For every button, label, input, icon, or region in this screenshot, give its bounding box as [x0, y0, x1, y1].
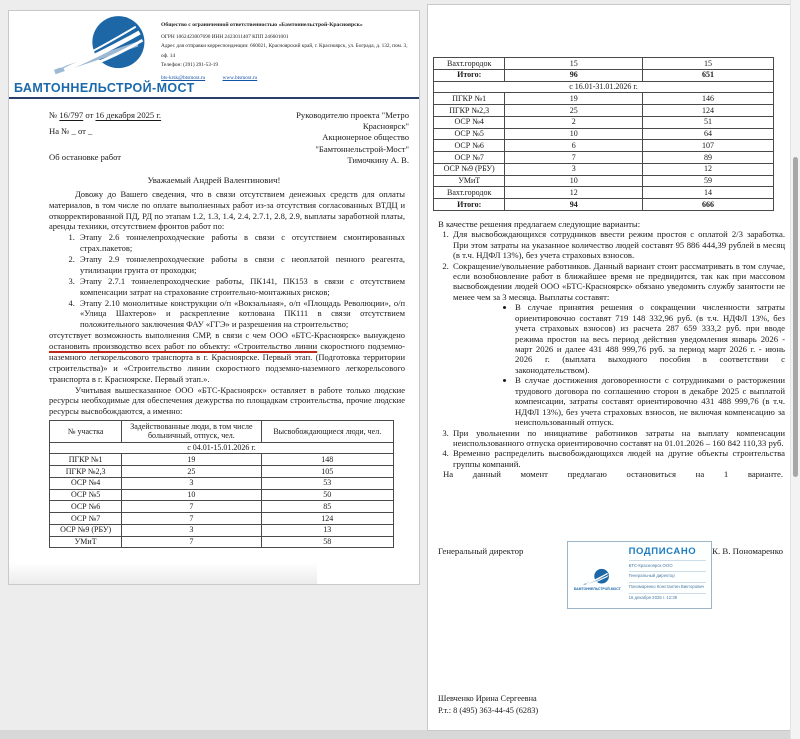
- stamp-person: Пономаренко Константин Викторович: [629, 582, 706, 590]
- company-name: Общество с ограниченной ответственностью «Бамтоннельстрой-Красноярск»: [161, 22, 363, 28]
- table-row: [50, 477, 394, 489]
- table-cell: 53: [261, 477, 393, 489]
- bullet-item: • В случае достижения договоренности с сотрудниками о расторжении трудового договора по соглашению сторон в декабре 2025 с выплатой компенсации, затраты составят ориентировочно 431 488 999,76 (в т.ч. НДФЛ 13%), без учета страховых взносов, не включая компенсацию за неиспользованный отпуск.: [515, 375, 785, 427]
- period-cell: с 04.01-15.01.2026 г.: [50, 442, 394, 454]
- table-cell: ОСР №9 (РБУ): [434, 163, 505, 175]
- table-cell: 51: [643, 116, 774, 128]
- table-cell: 10: [122, 489, 261, 501]
- list-item: 1. Для высвобождающихся сотрудников ввести режим простоя с оплатой 2/3 заработка. При этом затраты на указанное количество людей составят 95 886 444,39 рублей в месяц (в т.ч. НДФЛ 13%), без учета страховых взносов.: [451, 229, 785, 260]
- table-cell: 15: [505, 58, 643, 70]
- table-cell: 50: [261, 489, 393, 501]
- totals-row: [434, 199, 774, 211]
- letterhead-info: [161, 21, 415, 83]
- table-cell: ОСР №5: [434, 128, 505, 140]
- table-cell: 12: [505, 187, 643, 199]
- table-cell: 89: [643, 152, 774, 164]
- ref-date: 16 декабря 2025 г.: [95, 110, 162, 120]
- payout-bullets: [503, 302, 785, 427]
- company-links: [161, 74, 415, 83]
- table-cell: 3: [122, 524, 261, 536]
- table-row: [434, 175, 774, 187]
- signed-label: ПОДПИСАНО: [628, 546, 697, 557]
- table-row: [50, 501, 394, 513]
- company-phone: Телефон: (391) 291-53-19: [161, 61, 219, 68]
- period-row: [434, 81, 774, 93]
- column-header: № участка: [50, 421, 122, 443]
- list-item: 3. Этапу 2.7.1 тоннелепроходческие работы, ПК141, ПК153 в связи с отсутствием компенсации затрат на страхование строительно-монтажных рисков;: [77, 276, 405, 298]
- table-cell: 124: [643, 105, 774, 117]
- table-cell: 96: [505, 69, 643, 81]
- table-cell: 2: [505, 116, 643, 128]
- table-row: [434, 128, 774, 140]
- table-cell: ОСР №9 (РБУ): [50, 524, 122, 536]
- list-item: 1. Этапу 2.6 тоннелепроходческие работы в связи с отсутствием смонтированных страх.пакетов;: [77, 232, 405, 254]
- table-cell: УМиТ: [50, 536, 122, 548]
- executor-phone: Р.т.: 8 (495) 363-44-45 (6283): [438, 706, 539, 716]
- reply-ref-line: На № _ от _: [49, 126, 93, 137]
- scrollbar-track[interactable]: [790, 0, 800, 739]
- company-ogrn: ОГРН 1062423007690 ИНН 2423011407 КПП 246601001: [161, 33, 289, 40]
- table-row: [434, 163, 774, 175]
- viewport-bottom-edge: [0, 730, 800, 739]
- table-cell: ПГКР №1: [434, 93, 505, 105]
- table-row: [50, 524, 394, 536]
- addressee-line: "Бамтоннельстрой-Мост": [315, 143, 409, 154]
- table-cell: 105: [261, 466, 393, 478]
- column-header: Задействованные люди, в том числе больничный, отпуск, чел.: [122, 421, 261, 443]
- table-cell: 7: [122, 536, 261, 548]
- list-item: 3. При увольнении по инициативе работников затраты на выплату компенсации неиспользованного отпуска ориентировочно составят на 01.01.2026 – 160 842 110,33 руб.: [451, 428, 785, 449]
- table-cell: 146: [643, 93, 774, 105]
- table-cell: ОСР №4: [50, 477, 122, 489]
- email-link[interactable]: bts-krsk@btsmost.ru: [161, 75, 206, 82]
- personnel-table-page2: [433, 57, 774, 211]
- solutions-intro: В качестве решения предлагаем следующие варианты:: [438, 218, 641, 229]
- table-row: [434, 116, 774, 128]
- signature-name: К. В. Пономаренко: [712, 546, 783, 556]
- stamp-role: Генеральный директор: [629, 571, 706, 579]
- table-cell: Вахт.городок: [434, 187, 505, 199]
- website-link[interactable]: www.btsmost.ru: [222, 75, 258, 82]
- red-underline-annotation: остановить производство всех работ по объекту: «Строительство линии: [49, 341, 318, 352]
- executor-contact: [438, 693, 538, 717]
- table-cell: ПГКР №1: [50, 454, 122, 466]
- bullet-item: • В случае принятия решения о сокращении численности затраты ориентировочно составят 719 148 332,96 руб. (в т.ч. НДФЛ 13%, без учета страховых взносов) из расчета 287 659 333,2 руб. при вводе режима простоя на весь период действия уведомления январь 2026 - март 2026 и далее 431 488 999,76 руб. за период март 2026 г. - июнь 2026 г. (выплата выходного пособия в соответствии с законодательством).: [515, 302, 785, 375]
- list-item: 4. Этапу 2.10 монолитные конструкции о/п «Вокзальная», о/п «Площадь Революции», о/п «Улица Шахтеров» и раскрепление котлована ПК111 в связи отсутствием положительного заключения ФАУ «ГГЭ» и разрешения на строительство;: [77, 298, 405, 331]
- column-header: Высвобождающиеся люди, чел.: [261, 421, 393, 443]
- company-logo-icon: [49, 15, 155, 80]
- addressee-line: Красноярск": [362, 121, 409, 132]
- table-cell: Итого:: [434, 199, 505, 211]
- company-logo-icon: [582, 568, 612, 586]
- list-item: 2. Сокращение/увольнение работников. Данный вариант стоит рассматривать в том случае, если возобновление работ в ближайшее время не предвидится, так как при массовом высвобождении людей ООО «БТС-Красноярск» обязано уведомить службу занятости не менее чем за 3 месяца. Выплаты составят: • В случае принятия решения о сокращении численности затраты ориентировочно составят 719 148 332,96 руб. (в т.ч. НДФЛ 13%, без учета страховых взносов) из расчета 287 659 333,2 руб. при вводе режима простоя на весь период действия уведомления январь 2026 - март 2026 и далее 431 488 999,76 руб. за период март 2026 г. - июнь 2026 г. (выплата выходного пособия в соответствии с законодательством). • В случае достижения договоренности с сотрудниками о расторжении трудового договора по соглашению сторон в декабре 2025 с выплатой компенсации, затраты составят ориентировочно 431 488 999,76 (в т.ч. НДФЛ 13%), без учета страховых взносов, не включая компенсацию за неиспользованный отпуск.: [451, 261, 785, 428]
- table-cell: 6: [505, 140, 643, 152]
- table-cell: 148: [261, 454, 393, 466]
- table-cell: 10: [505, 175, 643, 187]
- table-row: [50, 454, 394, 466]
- company-logo-wordmark: БАМТОННЕЛЬСТРОЙ-МОСТ: [14, 81, 195, 95]
- signature-title: Генеральный директор: [438, 546, 524, 556]
- page-1: [8, 10, 420, 585]
- table-row: [434, 93, 774, 105]
- list-item: 2. Этапу 2.9 тоннелепроходческие работы в связи с неоплатой пенного реагента, утилизации грунта от проходки;: [77, 254, 405, 276]
- table-cell: 3: [505, 163, 643, 175]
- table-cell: 14: [643, 187, 774, 199]
- scrollbar-thumb[interactable]: [793, 157, 798, 477]
- table-cell: 25: [122, 466, 261, 478]
- table-cell: ОСР №7: [434, 152, 505, 164]
- table-row: [434, 187, 774, 199]
- addressee-block: [217, 110, 409, 166]
- final-proposal-line: На данный момент предлагаю остановиться на 1 варианте.: [443, 469, 783, 480]
- stamp-details: [627, 542, 711, 608]
- table-row: [434, 140, 774, 152]
- table-cell: 10: [505, 128, 643, 140]
- letter-meta: [49, 110, 409, 166]
- page-2: [427, 4, 791, 731]
- reasons-list: [49, 232, 405, 330]
- table-cell: УМиТ: [434, 175, 505, 187]
- table-cell: Итого:: [434, 69, 505, 81]
- addressee-line: Акционерное общество: [322, 132, 409, 143]
- company-address: Адрес для отправки корреспонденции: 660021, Красноярский край, г. Красноярск, ул. Бограда, д. 132, пом. 3, оф. 14: [161, 43, 408, 59]
- table-cell: 651: [643, 69, 774, 81]
- table-cell: 94: [505, 199, 643, 211]
- period-cell: с 16.01-31.01.2026 г.: [434, 81, 774, 93]
- table-header-row: [50, 421, 394, 443]
- table-cell: ОСР №5: [50, 489, 122, 501]
- table-row: [434, 152, 774, 164]
- reference-block: [49, 110, 161, 166]
- table-cell: 64: [643, 128, 774, 140]
- outgoing-ref-line: № 16/797 от 16 декабря 2025 г.: [49, 110, 162, 120]
- paragraph: Довожу до Вашего сведения, что в связи отсутствием денежных средств для оплаты материалов, в том числе по оплате выполненных работ из-за отсутствия согласованных ВТДЦ и откорректированной ПД, РД по этапам 1.2, 1.3, 1.4, 2.4, 2.7.1, 2.8, 2.9, выплаты заработной платы, аренды техники, отсутствием фронтов работ по:: [49, 188, 405, 232]
- paragraph-stop-works: отсутствует возможность выполнения СМР, в связи с чем ООО «БТС-Красноярск» вынуждено остановить производство всех работ по объекту: «Строительство линии скоростного подземно-наземного легкорельсового транспорта в г. Красноярске. Первый этап. (Подготовка территории строительства)» и «Строительство линии скоростного подземно-наземного легкорельсового транспорта в г. Красноярске. Первый этап.».: [49, 330, 405, 384]
- period-row: [50, 442, 394, 454]
- table-cell: ОСР №6: [434, 140, 505, 152]
- table-cell: ПГКР №2,3: [50, 466, 122, 478]
- salutation: Уважаемый Андрей Валентинович!: [147, 174, 281, 185]
- digital-signature-stamp: [567, 541, 712, 609]
- solutions-section: [438, 219, 785, 480]
- table-cell: 59: [643, 175, 774, 187]
- subject-line: Об остановке работ: [49, 152, 122, 163]
- table-cell: 666: [643, 199, 774, 211]
- stamp-logo-text: БАМТОННЕЛЬСТРОЙ-МОСТ: [573, 586, 621, 591]
- table-row: [50, 513, 394, 525]
- executor-name: Шевченко Ирина Сергеевна: [438, 694, 537, 703]
- table-cell: 13: [261, 524, 393, 536]
- totals-row: [434, 69, 774, 81]
- table-cell: 7: [122, 513, 261, 525]
- table-cell: 15: [643, 58, 774, 70]
- table-cell: ПГКР №2,3: [434, 105, 505, 117]
- table-row: [50, 536, 394, 548]
- stamp-datetime: 16 декабря 2025 г. 12:39: [629, 593, 706, 601]
- table-cell: ОСР №7: [50, 513, 122, 525]
- table-row: [434, 58, 774, 70]
- table-row: [50, 489, 394, 501]
- stamp-org: БТС-Красноярск ООО: [629, 560, 706, 568]
- table-cell: 19: [122, 454, 261, 466]
- table-cell: 58: [261, 536, 393, 548]
- list-item: 4. Временно распределить высвобождающихся людей на другие объекты строительства группы компаний.: [451, 448, 785, 469]
- addressee-line: Руководителю проекта "Метро: [296, 110, 409, 120]
- ref-number: 16/797: [59, 110, 84, 120]
- table-row: [434, 105, 774, 117]
- table-cell: 19: [505, 93, 643, 105]
- table-cell: 12: [643, 163, 774, 175]
- table-cell: 25: [505, 105, 643, 117]
- personnel-table-page1: [49, 420, 394, 548]
- table-cell: 3: [122, 477, 261, 489]
- stamp-logo: [568, 542, 627, 608]
- table-row: [50, 466, 394, 478]
- table-cell: 85: [261, 501, 393, 513]
- table-cell: 107: [643, 140, 774, 152]
- letterhead: [9, 11, 419, 99]
- table-cell: Вахт.городок: [434, 58, 505, 70]
- paragraph: Учитывая вышесказанное ООО «БТС-Красноярск» оставляет в работе только людские ресурсы необходимые для обеспечения дежурства по площадкам строительства, прочие людские ресурсы высвобождаются, а именно:: [49, 384, 405, 417]
- table-cell: 7: [505, 152, 643, 164]
- options-list: [438, 229, 785, 469]
- table-cell: ОСР №6: [50, 501, 122, 513]
- letter-body: [49, 189, 405, 417]
- addressee-line: Тимочкину А. В.: [347, 154, 409, 165]
- table-cell: ОСР №4: [434, 116, 505, 128]
- table-cell: 7: [122, 501, 261, 513]
- table-cell: 124: [261, 513, 393, 525]
